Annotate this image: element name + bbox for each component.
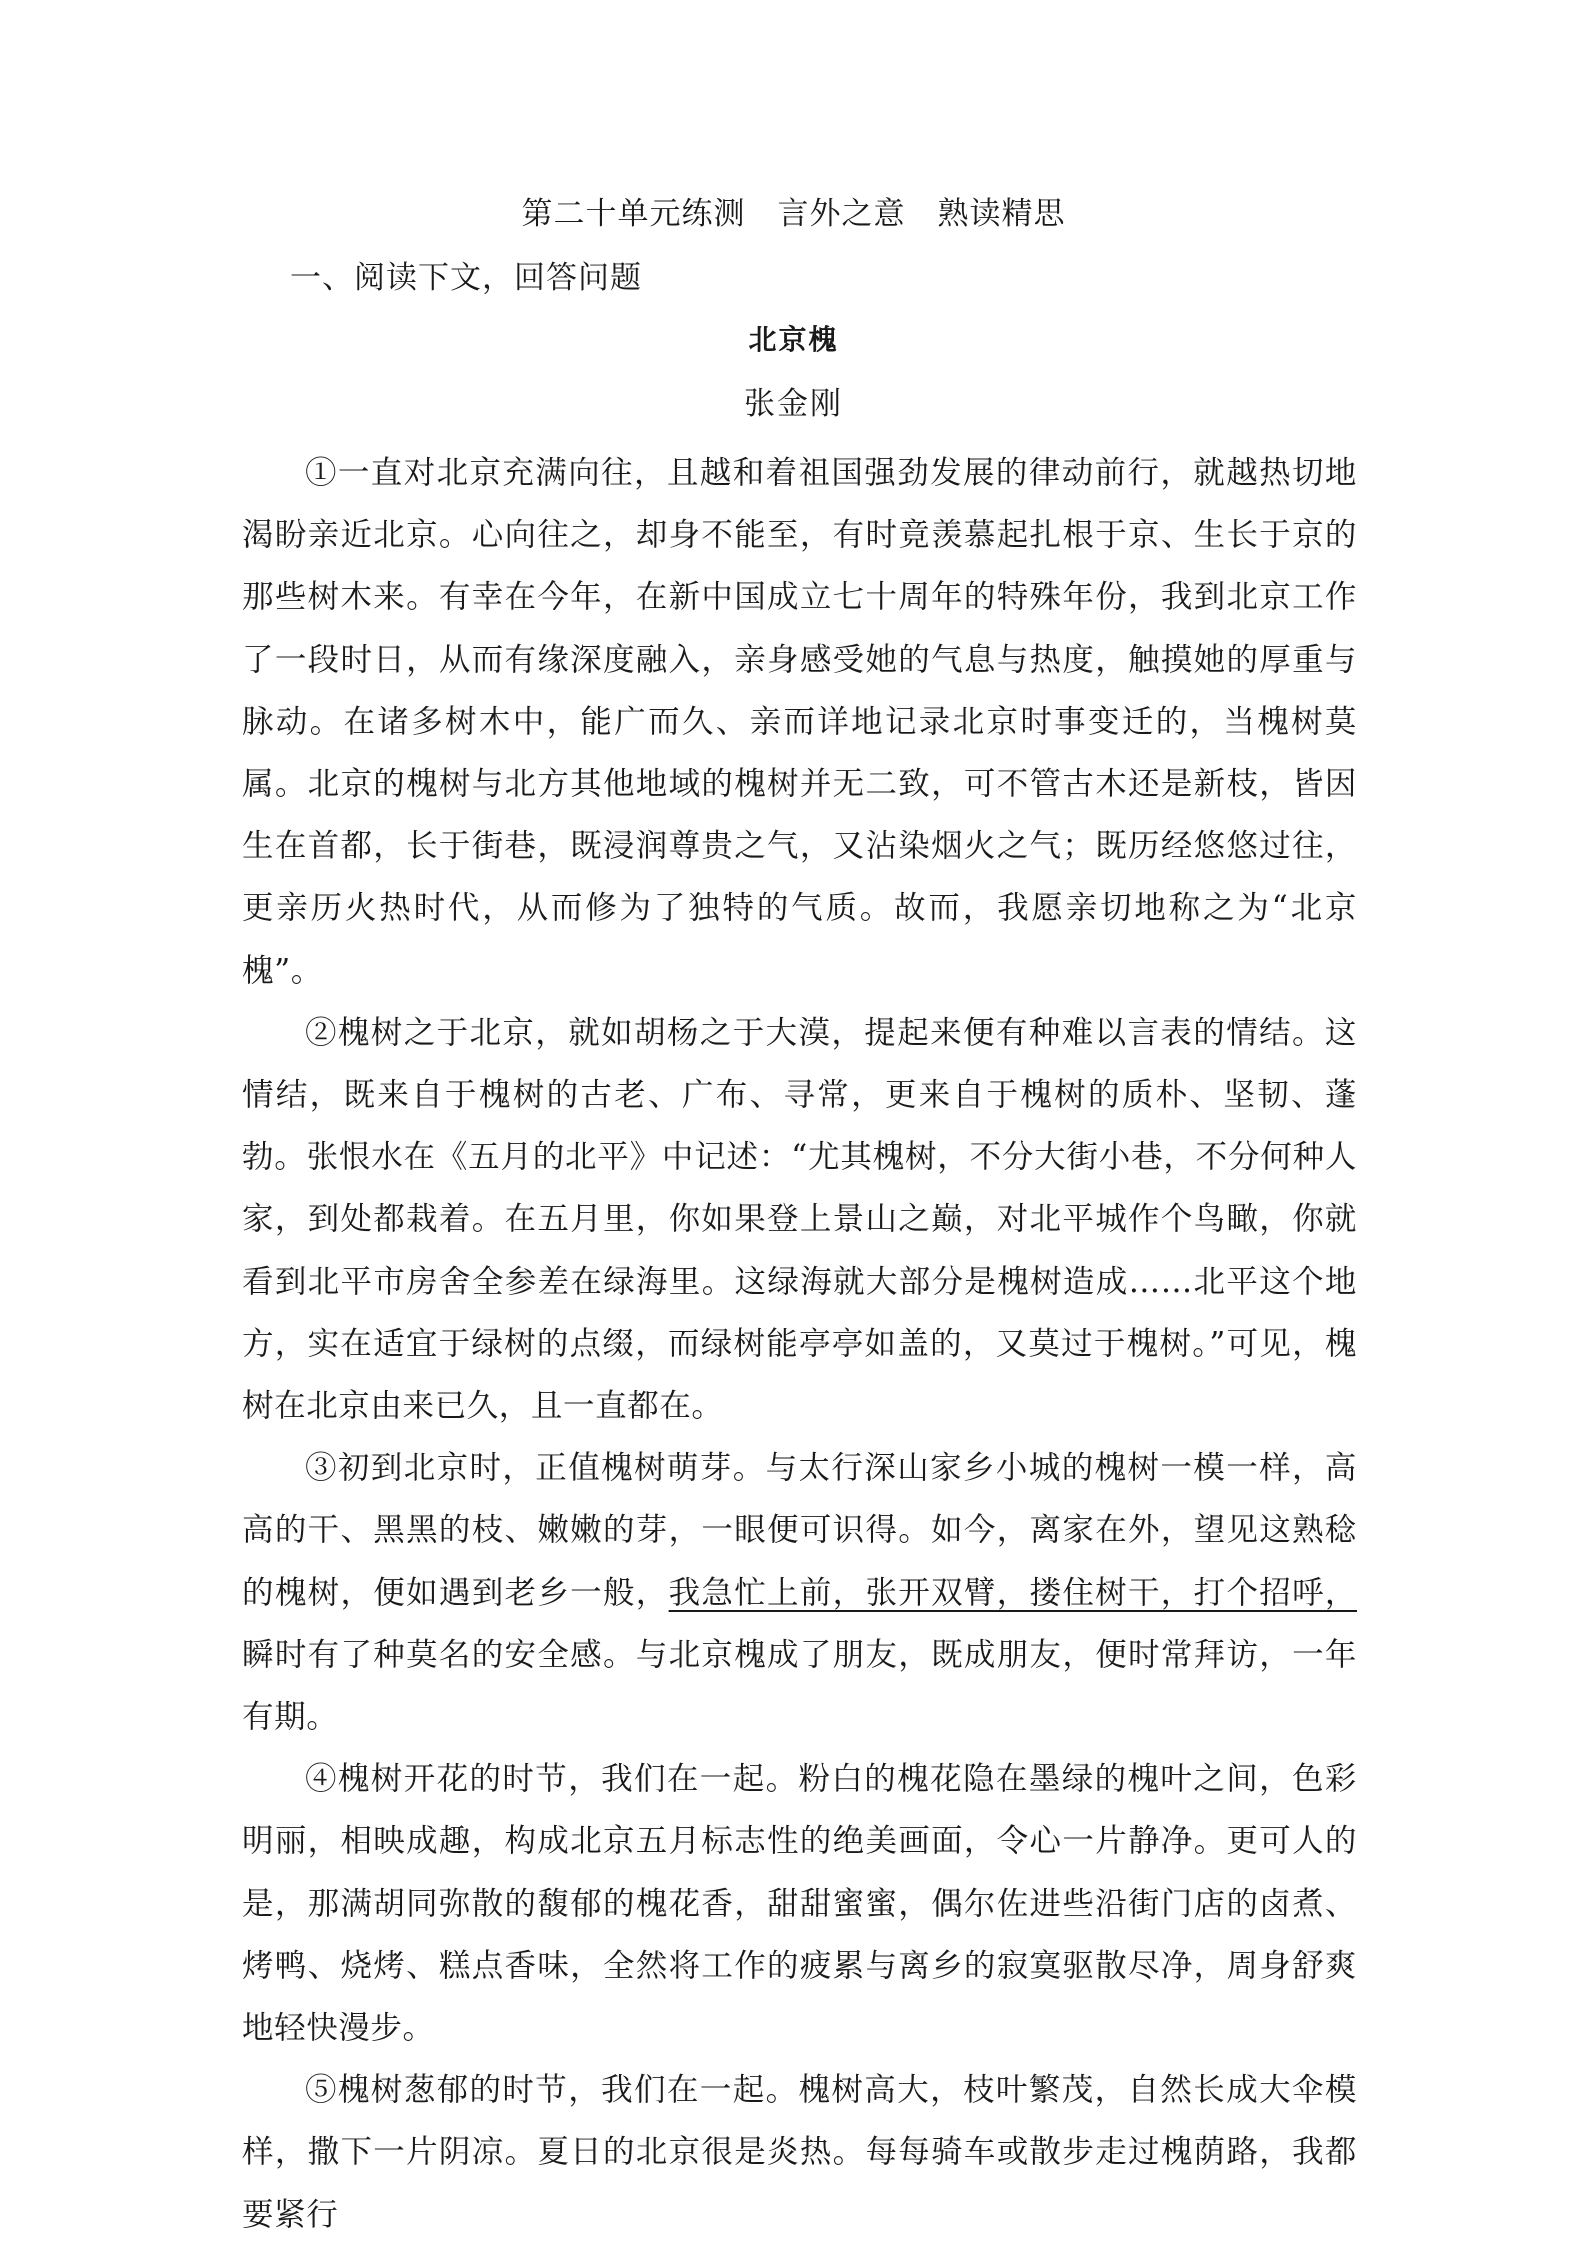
article-body bbox=[242, 442, 1357, 2246]
unit-title: 第二十单元练测 言外之意 熟读精思 bbox=[521, 196, 1066, 232]
paragraph-1: ①一直对北京充满向往，且越和着祖国强劲发展的律动前行，就越热切地渴盼亲近北京。心向往之，却身不能至，有时竟羡慕起扎根于京、生长于京的那些树木来。有幸在今年，在新中国成立七十周年的特殊年份，我到北京工作了一段时日，从而有缘深度融入，亲身感受她的气息与热度，触摸她的厚重与脉动。在诸多树木中，能广而久、亲而详地记录北京时事变迁的，当槐树莫属。北京的槐树与北方其他地域的槐树并无二致，可不管古木还是新枝，皆因生在首都，长于街巷，既浸润尊贵之气，又沾染烟火之气；既历经悠悠过往，更亲历火热时代，从而修为了独特的气质。故而，我愿亲切地称之为“北京槐”。 bbox=[242, 455, 1357, 989]
paragraph-5: ⑤槐树葱郁的时节，我们在一起。槐树高大，枝叶繁茂，自然长成大伞模样，撒下一片阴凉。夏日的北京很是炎热。每每骑车或散步走过槐荫路，我都要紧行 bbox=[242, 2072, 1357, 2233]
paragraph-3 bbox=[242, 1437, 1357, 1748]
paragraph-4: ④槐树开花的时节，我们在一起。粉白的槐花隐在墨绿的槐叶之间，色彩明丽，相映成趣，构成北京五月标志性的绝美画面，令心一片静净。更可人的是，那满胡同弥散的馥郁的槐花香，甜甜蜜蜜，偶尔佐进些沿街门店的卤煮、烤鸭、烧烤、糕点香味，全然将工作的疲累与离乡的寂寞驱散尽净，周身舒爽地轻快漫步。 bbox=[242, 1761, 1357, 2047]
paragraph-2: ②槐树之于北京，就如胡杨之于大漠，提起来便有种难以言表的情结。这情结，既来自于槐树的古老、广布、寻常，更来自于槐树的质朴、坚韧、蓬勃。张恨水在《五月的北平》中记述：“尤其槐树，不分大街小巷，不分何种人家，到处都栽着。在五月里，你如果登上景山之巅，对北平城作个鸟瞰，你就看到北平市房舍全参差在绿海里。这绿海就大部分是槐树造成……北平这个地方，实在适宜于绿树的点缀，而绿树能亭亭如盖的，又莫过于槐树。”可见，槐树在北京由来已久，且一直都在。 bbox=[242, 1014, 1357, 1425]
section-heading: 一、阅读下文，回答问题 bbox=[290, 260, 642, 296]
article-author: 张金刚 bbox=[744, 386, 843, 422]
paragraph-3-text-after: 瞬时有了种莫名的安全感。与北京槐成了朋友，既成朋友，便时常拜访，一年有期。 bbox=[242, 1636, 1357, 1736]
article-title: 北京槐 bbox=[748, 323, 839, 356]
underlined-sentence: 我急忙上前，张开双臂，搂住树干，打个招呼， bbox=[668, 1574, 1357, 1611]
paragraph-3-text-before: ③初到北京时，正值槐树萌芽。与太行深山家乡小城的槐树一模一样，高高的干、黑黑的枝、嫩嫩的芽，一眼便可识得。如今，离家在外，望见这熟稔的槐树，便如遇到老乡一般， bbox=[242, 1450, 1357, 1611]
